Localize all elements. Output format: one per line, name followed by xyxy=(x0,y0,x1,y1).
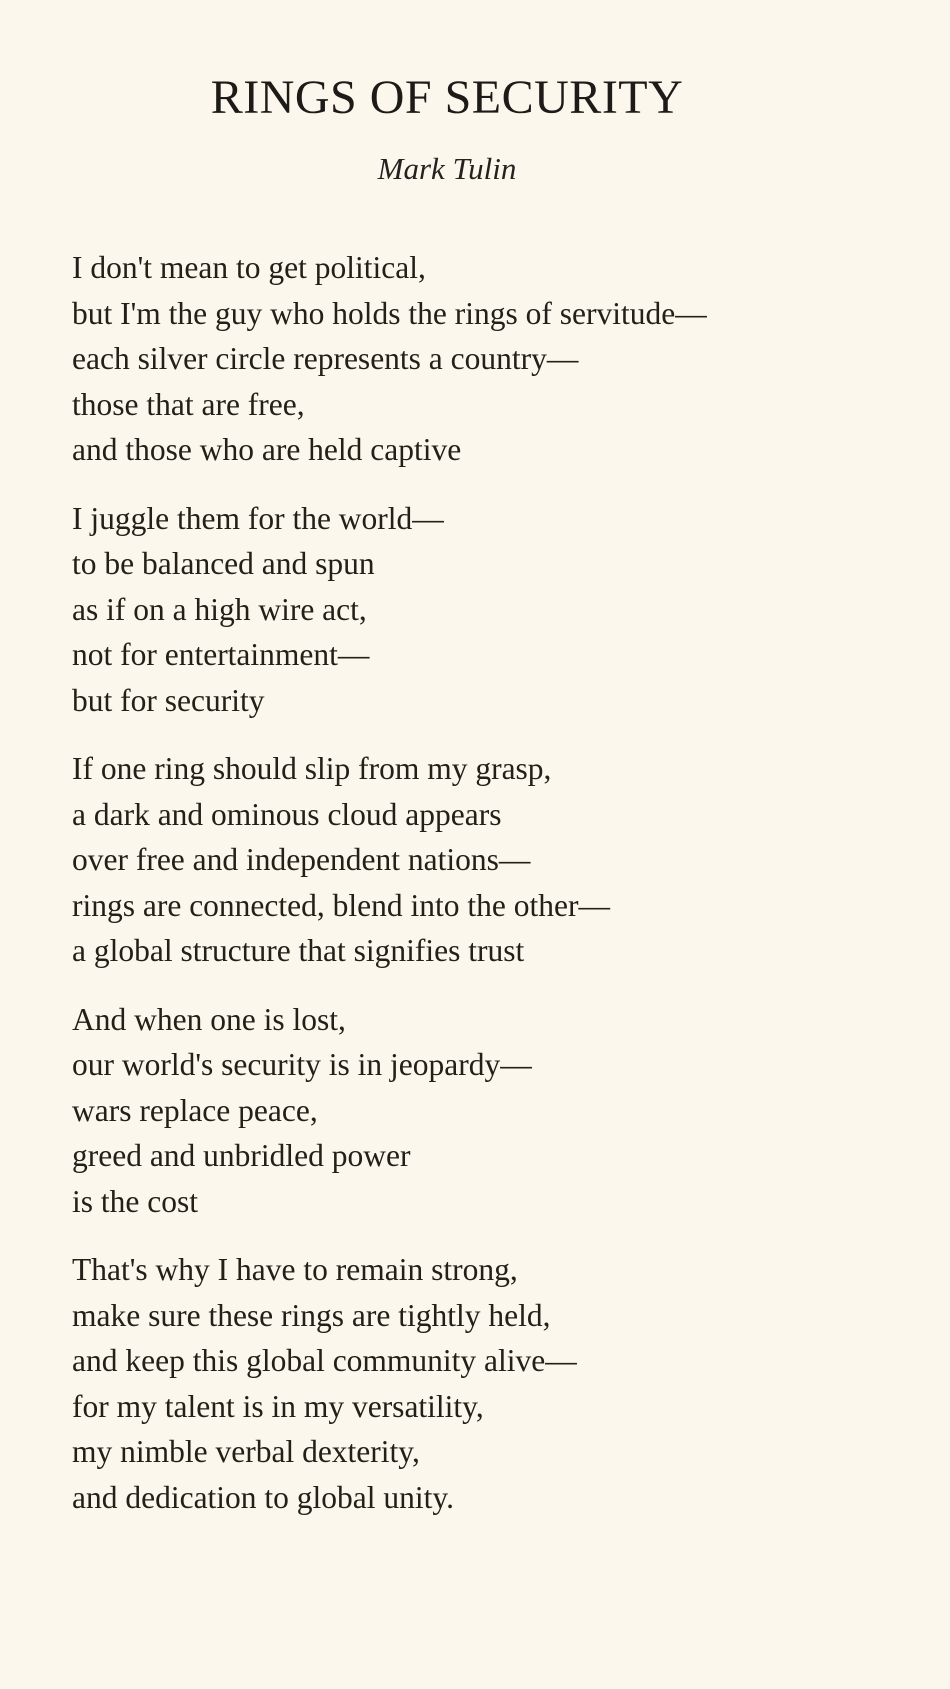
stanza xyxy=(72,746,822,974)
stanza xyxy=(72,245,822,473)
poem-line: rings are connected, blend into the other— xyxy=(72,887,610,923)
poem-line: each silver circle represents a country— xyxy=(72,341,579,377)
poem-line: a global structure that signifies trust xyxy=(72,933,525,969)
poem-body xyxy=(72,245,822,1520)
poem-line: make sure these rings are tightly held, xyxy=(72,1297,551,1333)
poem-line: but for security xyxy=(72,682,265,718)
poem-line: those that are free, xyxy=(72,386,305,422)
poem-line: I don't mean to get political, xyxy=(72,250,426,286)
poem-line: but I'm the guy who holds the rings of servitude— xyxy=(72,295,707,331)
stanza xyxy=(72,496,822,724)
poem-line: my nimble verbal dexterity, xyxy=(72,1434,420,1470)
poem-line: our world's security is in jeopardy— xyxy=(72,1047,532,1083)
poem-line: And when one is lost, xyxy=(72,1001,346,1037)
poem-line: a dark and ominous cloud appears xyxy=(72,796,502,832)
poem-line: wars replace peace, xyxy=(72,1092,318,1128)
poem-line: If one ring should slip from my grasp, xyxy=(72,751,552,787)
poem-line: is the cost xyxy=(72,1183,198,1219)
poem-line: and keep this global community alive— xyxy=(72,1343,577,1379)
poem-line: as if on a high wire act, xyxy=(72,591,367,627)
poem-line: That's why I have to remain strong, xyxy=(72,1252,518,1288)
stanza xyxy=(72,997,822,1225)
poem-author: Mark Tulin xyxy=(377,151,517,187)
poem-title: RINGS OF SECURITY xyxy=(210,71,684,124)
poem-line: to be balanced and spun xyxy=(72,546,375,582)
poem-line: for my talent is in my versatility, xyxy=(72,1388,484,1424)
poem-line: not for entertainment— xyxy=(72,637,370,673)
poem-line: and dedication to global unity. xyxy=(72,1479,454,1515)
stanza xyxy=(72,1247,822,1520)
poem-line: and those who are held captive xyxy=(72,432,462,468)
poem-line: I juggle them for the world— xyxy=(72,500,444,536)
poem-line: greed and unbridled power xyxy=(72,1138,411,1174)
poem-line: over free and independent nations— xyxy=(72,842,531,878)
